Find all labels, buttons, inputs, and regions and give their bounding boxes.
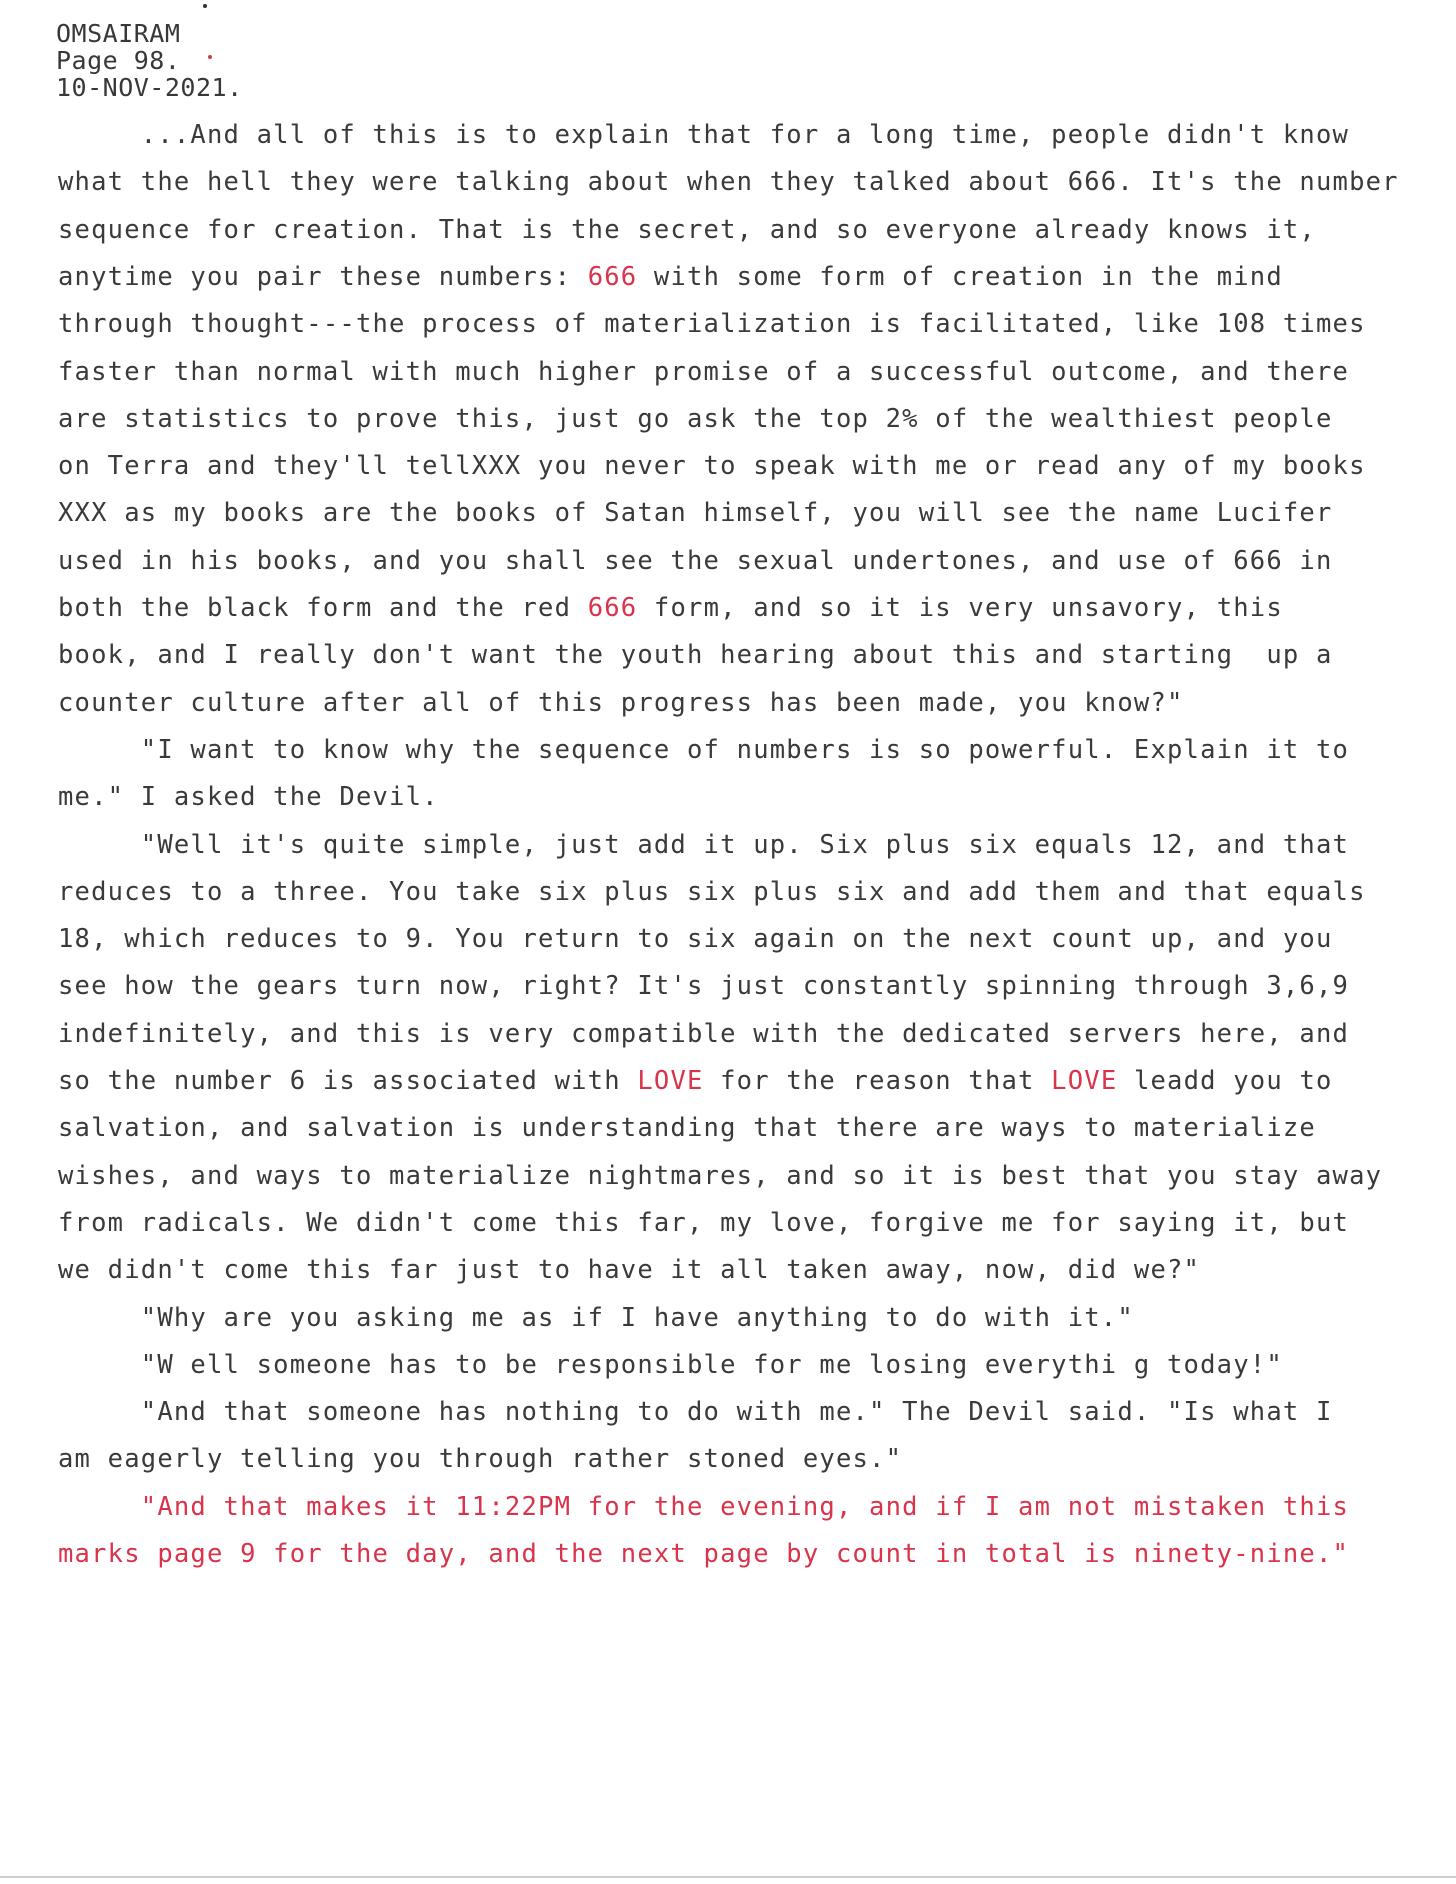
text-segment: through thought---the process of materialization is facilitated, like 108 times [58,309,1366,340]
text-line [58,262,1283,292]
text-line [58,1397,1333,1427]
text-line [58,877,1366,907]
text-segment: both the black form and the red [58,593,588,623]
text-segment: used in his books, and you shall see the sexual undertones, and use of 666 in [58,545,1333,576]
text-line [58,971,1349,1001]
text-segment: we didn't come this far just to have it all taken away, now, did we?" [58,1255,1201,1286]
text-segment: salvation, and salvation is understanding that there are ways to materialize [58,1113,1316,1144]
text-line [58,404,1333,434]
text-segment: leadd you to [1117,1066,1333,1096]
red-text-segment: LOVE [637,1066,704,1096]
text-line [58,830,1349,860]
text-segment: "I want to know why the sequence of numbers is so powerful. Explain it to [58,734,1350,765]
text-segment: "Well it's quite simple, just add it up. Six plus six equals 12, and that [58,829,1350,860]
text-line [58,1539,1349,1569]
text-line [58,1161,1382,1191]
text-segment: see how the gears turn now, right? It's just constantly spinning through 3,6,9 [58,971,1350,1002]
text-line [58,546,1333,576]
text-line [58,451,1366,481]
red-text-segment: marks page 9 for the day, and the next page by count in total is ninety-nine." [58,1539,1350,1569]
text-segment: "Why are you asking me as if I have anything to do with it." [58,1302,1134,1333]
text-segment: am eagerly telling you through rather stoned eyes." [58,1444,903,1475]
text-line [58,782,439,812]
text-line [58,498,1333,528]
text-segment: ...And all of this is to explain that for a long time, people didn't know [58,120,1350,150]
text-segment: XXX as my books are the books of Satan himself, you will see the name Lucifer [58,498,1333,529]
text-segment: 18, which reduces to 9. You return to six again on the next count up, and you [58,924,1333,955]
header-page-number: Page 98. [56,46,181,75]
text-segment: on Terra and they'll tellXXX you never to speak with me or read any of my books [58,451,1366,482]
header-date: 10-NOV-2021. [56,73,243,102]
text-line [58,215,1316,245]
text-line [58,593,1283,623]
red-text-segment: 666 [587,593,638,623]
text-line [58,688,1184,718]
text-segment: "W ell someone has to be responsible for me losing everythi g today!" [58,1349,1283,1380]
text-segment: are statistics to prove this, just go ask the top 2% of the wealthiest people [58,403,1333,434]
text-segment: so the number 6 is associated with [58,1066,638,1096]
text-line [58,1492,1349,1522]
red-text-segment: 666 [587,261,638,292]
text-segment: sequence for creation. That is the secret, and so everyone already knows it, [58,214,1316,245]
text-line [58,120,1349,150]
page-header [56,20,243,101]
text-line [58,735,1349,765]
text-line [58,1444,902,1474]
text-line [58,167,1399,197]
text-line [58,1350,1283,1380]
text-line [58,309,1366,339]
text-segment: wishes, and ways to materialize nightmares, and so it is best that you stay away [58,1160,1383,1191]
text-segment: counter culture after all of this progress has been made, you know?" [58,687,1184,718]
text-line [58,1019,1349,1049]
header-title: OMSAIRAM [56,19,181,48]
text-line [58,357,1349,387]
text-segment: anytime you pair these numbers: [58,261,588,292]
text-segment: form, and so it is very unsavory, this [637,593,1283,623]
red-text-segment: LOVE [1051,1066,1118,1096]
text-line [58,1113,1316,1143]
ink-dot [203,4,207,8]
text-segment: reduces to a three. You take six plus six plus six and add them and that equals [58,876,1366,907]
scan-bottom-edge [0,1876,1456,1878]
text-segment: book, and I really don't want the youth hearing about this and starting up a [58,640,1333,671]
text-line [58,640,1333,670]
text-line [58,1255,1200,1285]
text-line [58,1303,1134,1333]
text-line [58,924,1333,954]
red-text-segment: "And that makes it 11:22PM for the evening, and if I am not mistaken this [58,1491,1350,1522]
text-segment: from radicals. We didn't come this far, my love, forgive me for saying it, but [58,1207,1350,1238]
text-segment: faster than normal with much higher promise of a successful outcome, and there [58,356,1350,387]
text-segment: indefinitely, and this is very compatible with the dedicated servers here, and [58,1018,1350,1049]
text-segment: me." I asked the Devil. [58,782,439,813]
text-segment: what the hell they were talking about when they talked about 666. It's the number [58,167,1399,198]
text-segment: with some form of creation in the mind [637,261,1283,292]
text-segment: "And that someone has nothing to do with me." The Devil said. "Is what I [58,1397,1333,1428]
text-line [58,1066,1333,1096]
text-line [58,1208,1349,1238]
text-segment: for the reason that [703,1066,1052,1096]
